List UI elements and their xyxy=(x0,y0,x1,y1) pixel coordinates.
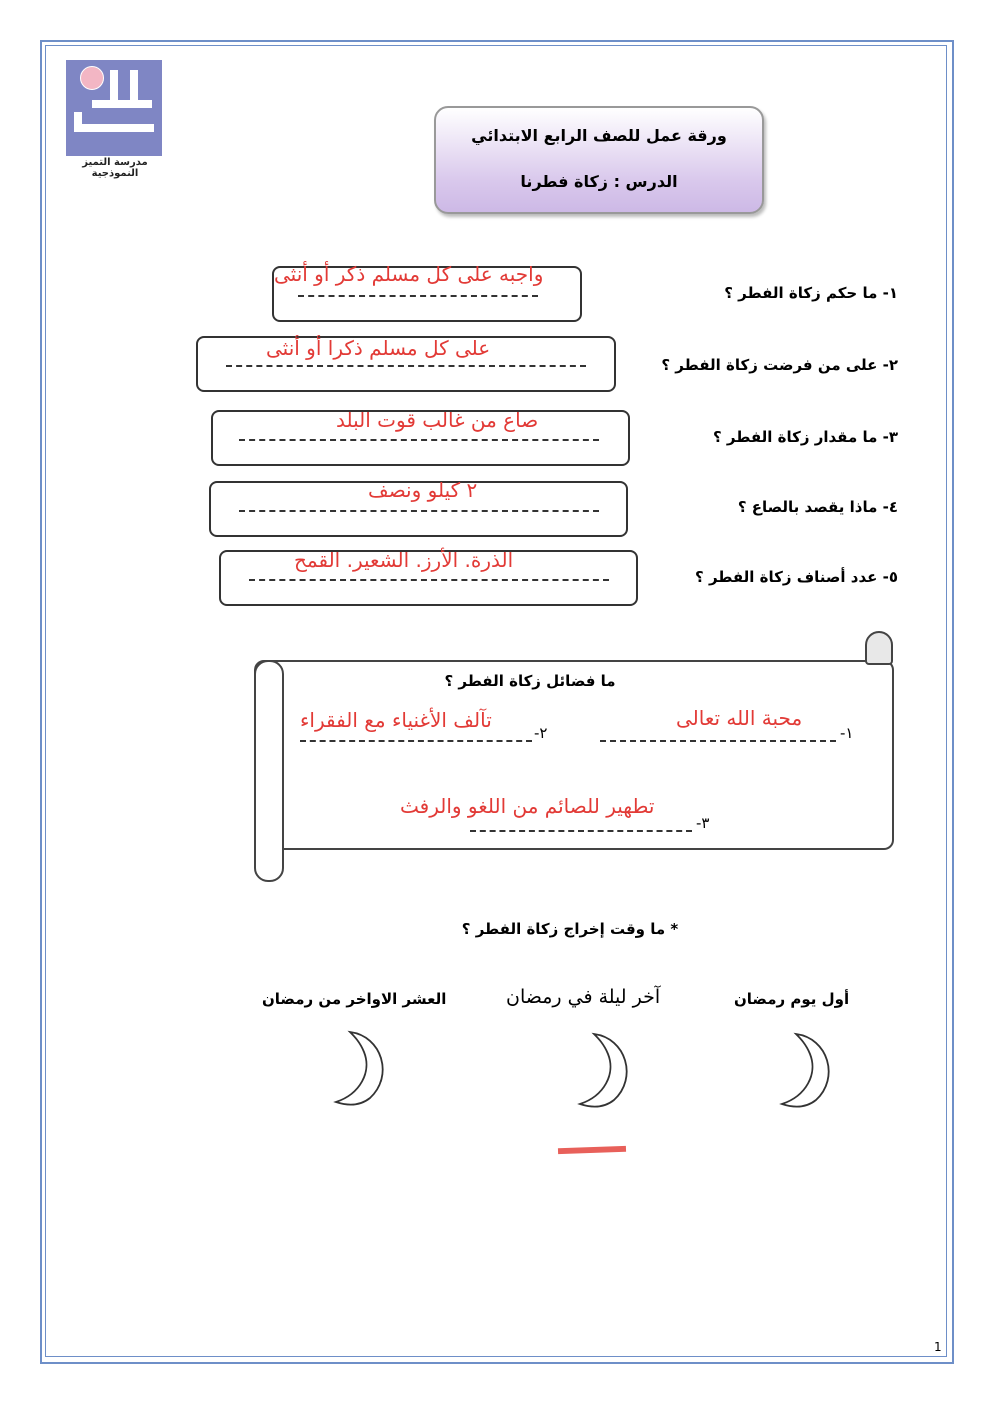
question-5-label: ٥- عدد أصناف زكاة الفطر ؟ xyxy=(695,568,898,586)
virtue-1-num: ١- xyxy=(840,724,854,742)
question-3-label: ٣- ما مقدار زكاة الفطر ؟ xyxy=(713,428,898,446)
question-4-label: ٤- ماذا يقصد بالصاع ؟ xyxy=(737,498,898,516)
logo-bar xyxy=(74,112,82,132)
crescent-icon[interactable] xyxy=(330,1028,390,1108)
virtue-1-line[interactable] xyxy=(600,740,836,742)
page-number: 1 xyxy=(934,1340,942,1354)
crescent-icon[interactable] xyxy=(574,1030,634,1110)
logo-bar xyxy=(92,100,152,108)
worksheet-title: ورقة عمل للصف الرابع الابتدائي xyxy=(471,126,727,145)
logo-circle-icon xyxy=(80,66,104,90)
answer-1-text: واجبه على كل مسلم ذكر أو أنثى xyxy=(274,262,544,286)
virtue-2-text: تآلف الأغنياء مع الفقراء xyxy=(300,708,492,732)
answer-5-text: الذرة. الأرز. الشعير. القمح xyxy=(294,548,514,572)
title-box xyxy=(434,106,764,214)
lesson-title: الدرس : زكاة فطرنا xyxy=(520,172,678,191)
timing-option-3-label: العشر الاواخر من رمضان xyxy=(262,990,447,1008)
scroll-roll-left xyxy=(254,660,284,882)
answer-line xyxy=(239,510,599,512)
answer-2-text: على كل مسلم ذكرا أو أنثى xyxy=(266,336,491,360)
question-2-label: ٢- على من فرضت زكاة الفطر ؟ xyxy=(661,356,898,374)
virtues-heading: ما فضائل زكاة الفطر ؟ xyxy=(444,672,616,690)
answer-line xyxy=(239,439,599,441)
crescent-icon[interactable] xyxy=(776,1030,836,1110)
answer-4-text: ٢ كيلو ونصف xyxy=(368,478,478,502)
school-name: مدرسة التميز النموذجية xyxy=(82,157,148,179)
logo-bar xyxy=(74,124,154,132)
timing-option-1-label: أول يوم رمضان xyxy=(734,990,850,1008)
answer-3-text: صاع من غالب قوت البلد xyxy=(336,408,539,432)
virtue-2-num: ٢- xyxy=(534,724,548,742)
answer-line xyxy=(298,295,538,297)
logo-bar xyxy=(130,70,138,108)
virtue-1-text: محبة الله تعالى xyxy=(676,706,803,730)
answer-line xyxy=(226,365,586,367)
logo-bar xyxy=(110,70,118,108)
timing-option-2-label: آخر ليلة في رمضان xyxy=(506,986,661,1008)
question-1-label: ١- ما حكم زكاة الفطر ؟ xyxy=(724,284,898,302)
virtue-2-line[interactable] xyxy=(300,740,532,742)
timing-heading: * ما وقت إخراج زكاة الفطر ؟ xyxy=(461,920,679,938)
virtue-3-num: ٣- xyxy=(696,814,710,832)
virtue-3-line[interactable] xyxy=(470,830,692,832)
scroll-roll-top xyxy=(865,631,893,665)
virtue-3-text: تطهير للصائم من اللغو والرفث xyxy=(400,794,655,818)
answer-line xyxy=(249,579,609,581)
